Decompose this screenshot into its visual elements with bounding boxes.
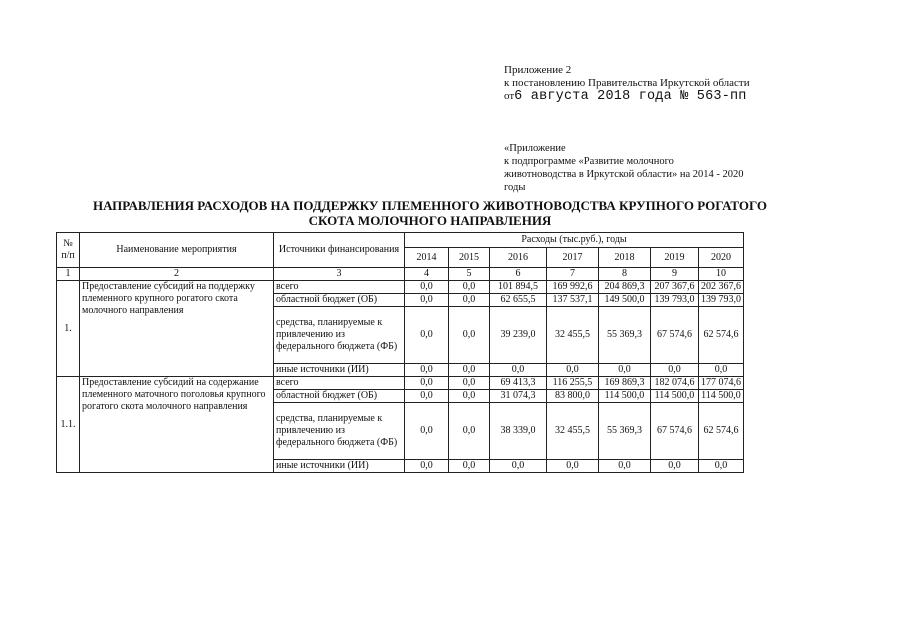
funding-source: всего xyxy=(274,281,405,294)
value-cell: 0,0 xyxy=(651,460,699,473)
value-cell: 137 537,1 xyxy=(547,294,599,307)
value-cell: 0,0 xyxy=(449,460,490,473)
value-cell: 0,0 xyxy=(405,294,449,307)
value-cell: 207 367,6 xyxy=(651,281,699,294)
funding-source: средства, планируемые к привлечению из федерального бюджета (ФБ) xyxy=(274,403,405,460)
approval-line: к постановлению Правительства Иркутской области xyxy=(504,77,750,89)
value-cell: 0,0 xyxy=(405,460,449,473)
value-cell: 0,0 xyxy=(405,403,449,460)
value-cell: 0,0 xyxy=(449,294,490,307)
value-cell: 0,0 xyxy=(449,281,490,294)
value-cell: 202 367,6 xyxy=(699,281,744,294)
value-cell: 114 500,0 xyxy=(699,390,744,403)
approval-header xyxy=(504,64,750,103)
subprogram-line: животноводства в Иркутской области» на 2014 - 2020 xyxy=(504,169,744,180)
header-name: Наименование мероприятия xyxy=(80,233,274,268)
value-cell: 0,0 xyxy=(449,307,490,364)
funding-source: областной бюджет (ОБ) xyxy=(274,294,405,307)
header-source: Источники финансирования xyxy=(274,233,405,268)
index-cell: 6 xyxy=(490,268,547,281)
value-cell: 0,0 xyxy=(699,364,744,377)
expenses-table xyxy=(56,232,744,473)
row-number: 1.1. xyxy=(57,377,80,473)
value-cell: 0,0 xyxy=(547,460,599,473)
funding-source: всего xyxy=(274,377,405,390)
approval-line: Приложение 2 xyxy=(504,64,572,76)
index-cell: 4 xyxy=(405,268,449,281)
index-row xyxy=(57,268,744,281)
value-cell: 67 574,6 xyxy=(651,403,699,460)
value-cell: 0,0 xyxy=(405,390,449,403)
measure-name: Предоставление субсидий на содержание племенного маточного поголовья крупного рогатого скота молочного направления xyxy=(80,377,274,473)
measure-name: Предоставление субсидий на поддержку племенного крупного рогатого скота молочного направления xyxy=(80,281,274,377)
value-cell: 169 992,6 xyxy=(547,281,599,294)
index-cell: 10 xyxy=(699,268,744,281)
value-cell: 62 655,5 xyxy=(490,294,547,307)
value-cell: 116 255,5 xyxy=(547,377,599,390)
index-cell: 3 xyxy=(274,268,405,281)
index-cell: 1 xyxy=(57,268,80,281)
value-cell: 38 339,0 xyxy=(490,403,547,460)
value-cell: 62 574,6 xyxy=(699,307,744,364)
value-cell: 39 239,0 xyxy=(490,307,547,364)
funding-source: средства, планируемые к привлечению из федерального бюджета (ФБ) xyxy=(274,307,405,364)
year-cell: 2019 xyxy=(651,248,699,268)
handwritten-date: 6 августа 2018 года № 563-пп xyxy=(514,89,747,104)
value-cell: 62 574,6 xyxy=(699,403,744,460)
value-cell: 182 074,6 xyxy=(651,377,699,390)
funding-source: иные источники (ИИ) xyxy=(274,364,405,377)
value-cell: 0,0 xyxy=(599,364,651,377)
value-cell: 0,0 xyxy=(405,281,449,294)
year-cell: 2014 xyxy=(405,248,449,268)
value-cell: 0,0 xyxy=(405,307,449,364)
value-cell: 0,0 xyxy=(449,403,490,460)
table-row xyxy=(57,377,744,390)
value-cell: 32 455,5 xyxy=(547,403,599,460)
value-cell: 32 455,5 xyxy=(547,307,599,364)
date-prefix: от xyxy=(504,90,515,102)
value-cell: 55 369,3 xyxy=(599,307,651,364)
value-cell: 0,0 xyxy=(547,364,599,377)
value-cell: 114 500,0 xyxy=(599,390,651,403)
header-row xyxy=(57,233,744,248)
value-cell: 169 869,3 xyxy=(599,377,651,390)
value-cell: 139 793,0 xyxy=(699,294,744,307)
value-cell: 114 500,0 xyxy=(651,390,699,403)
value-cell: 0,0 xyxy=(449,364,490,377)
subprogram-line: «Приложение xyxy=(504,143,566,154)
header-num: № п/п xyxy=(57,233,80,268)
row-number: 1. xyxy=(57,281,80,377)
value-cell: 0,0 xyxy=(490,364,547,377)
funding-source: областной бюджет (ОБ) xyxy=(274,390,405,403)
funding-source: иные источники (ИИ) xyxy=(274,460,405,473)
value-cell: 0,0 xyxy=(449,377,490,390)
year-cell: 2016 xyxy=(490,248,547,268)
value-cell: 204 869,3 xyxy=(599,281,651,294)
index-cell: 8 xyxy=(599,268,651,281)
value-cell: 0,0 xyxy=(405,377,449,390)
value-cell: 0,0 xyxy=(405,364,449,377)
value-cell: 177 074,6 xyxy=(699,377,744,390)
value-cell: 0,0 xyxy=(490,460,547,473)
document-title: НАПРАВЛЕНИЯ РАСХОДОВ НА ПОДДЕРЖКУ ПЛЕМЕННОГО ЖИВОТНОВОДСТВА КРУПНОГО РОГАТОГО СКОТА МОЛОЧНОГО НАПРАВЛЕНИЯ xyxy=(92,198,768,228)
value-cell: 0,0 xyxy=(599,460,651,473)
value-cell: 67 574,6 xyxy=(651,307,699,364)
table-row xyxy=(57,281,744,294)
value-cell: 101 894,5 xyxy=(490,281,547,294)
index-cell: 2 xyxy=(80,268,274,281)
value-cell: 69 413,3 xyxy=(490,377,547,390)
index-cell: 7 xyxy=(547,268,599,281)
value-cell: 55 369,3 xyxy=(599,403,651,460)
year-cell: 2018 xyxy=(599,248,651,268)
value-cell: 0,0 xyxy=(651,364,699,377)
year-cell: 2020 xyxy=(699,248,744,268)
year-cell: 2015 xyxy=(449,248,490,268)
subprogram-header xyxy=(504,142,774,194)
subprogram-line: к подпрограмме «Развитие молочного xyxy=(504,156,674,167)
value-cell: 149 500,0 xyxy=(599,294,651,307)
value-cell: 0,0 xyxy=(699,460,744,473)
approval-date-line xyxy=(504,90,750,103)
value-cell: 0,0 xyxy=(449,390,490,403)
value-cell: 139 793,0 xyxy=(651,294,699,307)
index-cell: 5 xyxy=(449,268,490,281)
index-cell: 9 xyxy=(651,268,699,281)
year-cell: 2017 xyxy=(547,248,599,268)
subprogram-line: годы xyxy=(504,182,526,193)
value-cell: 83 800,0 xyxy=(547,390,599,403)
header-expenses: Расходы (тыс.руб.), годы xyxy=(405,233,744,248)
value-cell: 31 074,3 xyxy=(490,390,547,403)
